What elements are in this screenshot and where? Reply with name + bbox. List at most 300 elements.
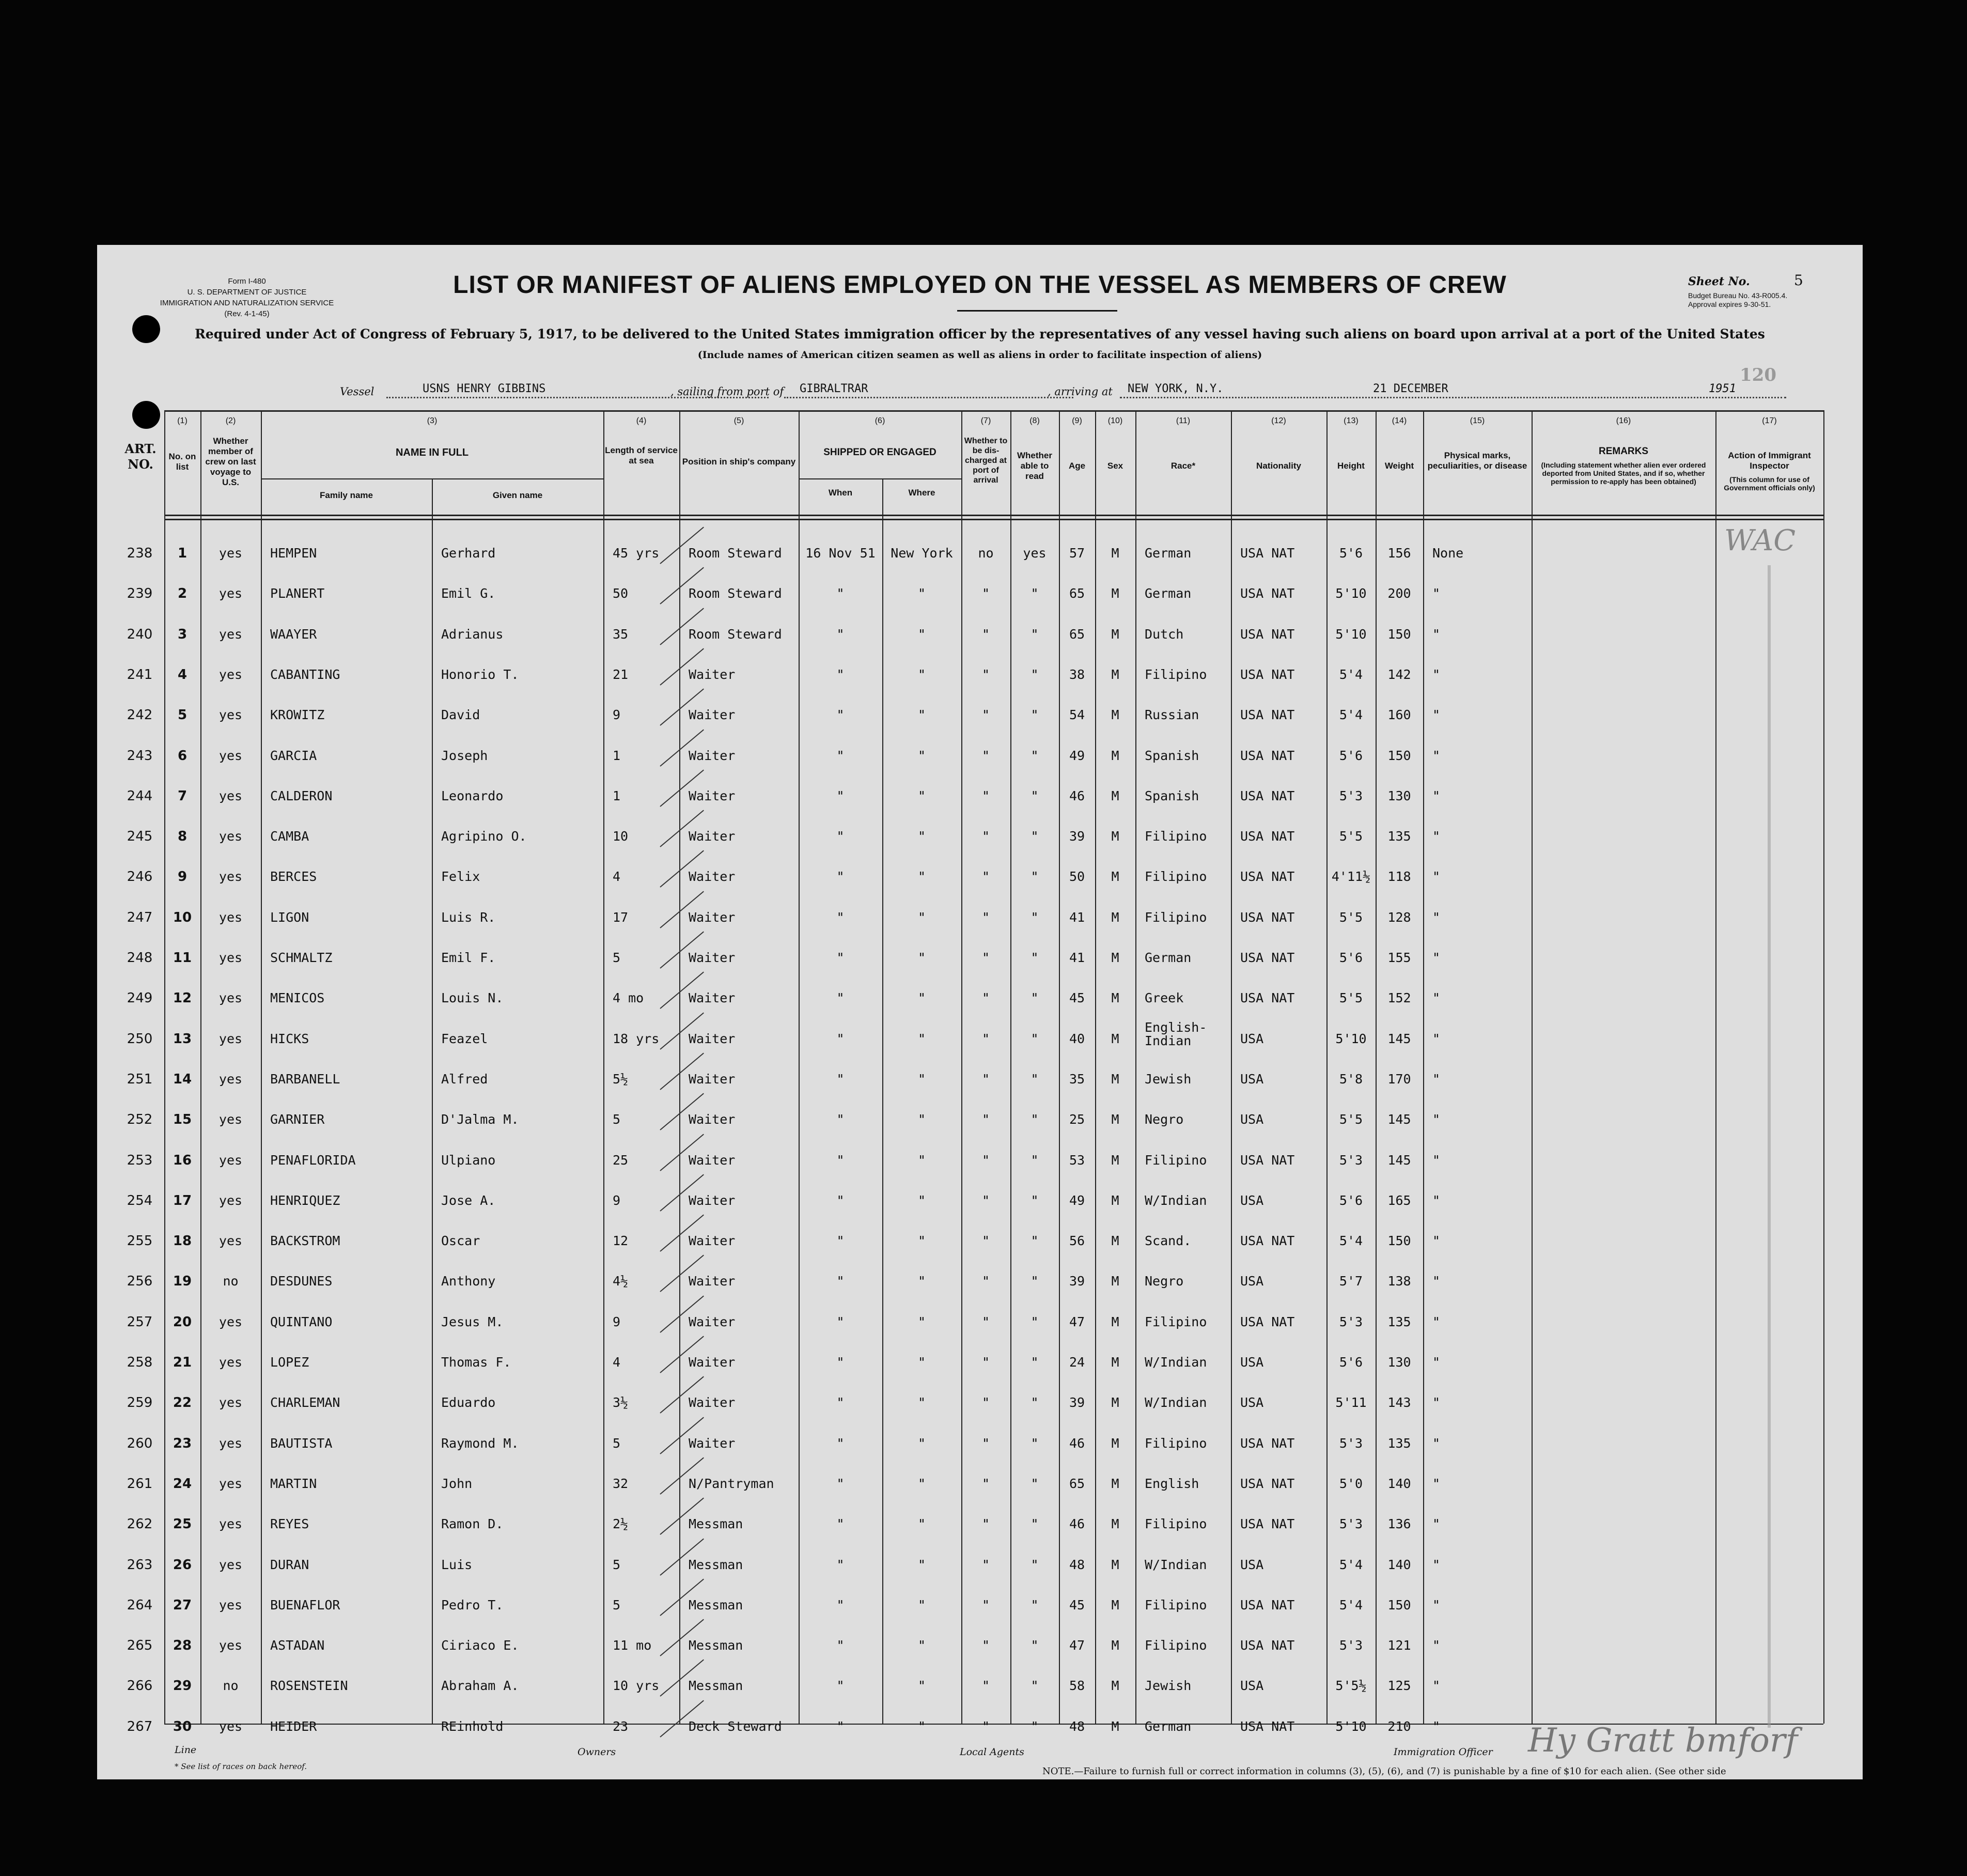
- height: 4'11½: [1331, 869, 1371, 885]
- physical-marks: ": [1432, 1314, 1441, 1329]
- race: Negro: [1145, 1112, 1184, 1127]
- physical-marks: ": [1432, 1476, 1441, 1491]
- ship-position: Waiter: [689, 748, 736, 763]
- table-row: [97, 1624, 1863, 1665]
- age: 40: [1069, 1031, 1085, 1046]
- physical-marks: ": [1432, 1678, 1441, 1694]
- race: W/Indian: [1145, 1395, 1207, 1410]
- art-number: 249: [127, 990, 153, 1006]
- column-header: SHIPPED OR ENGAGED: [823, 447, 936, 458]
- column-header: Sex: [1107, 461, 1123, 471]
- age: 56: [1069, 1233, 1085, 1249]
- shipped-when: ": [836, 1112, 845, 1127]
- race: German: [1145, 586, 1192, 601]
- service-length: 2½: [613, 1516, 629, 1532]
- table-row: [97, 815, 1863, 856]
- ship-position: Room Steward: [689, 586, 782, 601]
- footer-note: NOTE.—Failure to furnish full or correct information in columns (3), (5), (6), and (7) is punishable by a fine of $10 for each alien. (See other side: [1042, 1766, 1726, 1777]
- art-number: 254: [127, 1192, 153, 1208]
- ship-position: Waiter: [689, 1355, 736, 1370]
- vessel-label: Vessel: [340, 385, 374, 398]
- nationality: USA NAT: [1240, 950, 1295, 965]
- given-name: Ulpiano: [441, 1152, 496, 1168]
- family-name: MENICOS: [270, 990, 325, 1006]
- age: 50: [1069, 869, 1085, 885]
- ship-position: Room Steward: [689, 546, 782, 561]
- arrival-port: NEW YORK, N.Y.: [1128, 382, 1224, 395]
- nationality: USA NAT: [1240, 1476, 1295, 1491]
- weight: 150: [1387, 1597, 1411, 1613]
- height: 5'4: [1339, 1233, 1363, 1249]
- shipped-where: ": [917, 1638, 926, 1653]
- given-name: Feazel: [441, 1031, 488, 1046]
- sex: M: [1111, 1718, 1119, 1734]
- service-length: 5: [613, 1597, 621, 1613]
- crew-member-flag: no: [223, 1678, 239, 1694]
- age: 65: [1069, 586, 1085, 601]
- discharge-flag: ": [981, 1233, 990, 1249]
- table-rule: [164, 410, 1823, 412]
- race: Jewish: [1145, 1071, 1192, 1087]
- discharge-flag: ": [981, 1516, 990, 1532]
- race: English: [1145, 1476, 1199, 1491]
- able-to-read: ": [1031, 1395, 1039, 1410]
- given-name: Joseph: [441, 748, 488, 763]
- discharge-flag: ": [981, 666, 990, 682]
- discharge-flag: ": [981, 1031, 990, 1046]
- service-length: 25: [613, 1152, 629, 1168]
- sex: M: [1111, 546, 1119, 561]
- service-length: 4: [613, 869, 621, 885]
- budget-info: [1688, 291, 1853, 309]
- age: 49: [1069, 1192, 1085, 1208]
- family-name: GARCIA: [270, 748, 317, 763]
- shipped-where: ": [917, 1355, 926, 1370]
- service-length: 3½: [613, 1395, 629, 1410]
- given-name: Luis R.: [441, 909, 496, 925]
- arriving-label: , arriving at: [1048, 385, 1113, 398]
- shipped-where: ": [917, 626, 926, 642]
- height: 5'10: [1335, 1031, 1367, 1046]
- family-name: BARBANELL: [270, 1071, 340, 1087]
- family-name: QUINTANO: [270, 1314, 333, 1329]
- weight: 136: [1387, 1516, 1411, 1532]
- ship-position: Waiter: [689, 869, 736, 885]
- age: 46: [1069, 1435, 1085, 1451]
- shipped-where: ": [917, 1718, 926, 1734]
- family-name: WAAYER: [270, 626, 317, 642]
- physical-marks: ": [1432, 748, 1441, 763]
- column-number: (13): [1344, 416, 1359, 425]
- shipped-when: ": [836, 1638, 845, 1653]
- sheet-label: Sheet No.: [1688, 275, 1750, 288]
- art-number: 266: [127, 1678, 153, 1694]
- ship-position: Messman: [689, 1557, 743, 1572]
- art-number: 256: [127, 1274, 153, 1290]
- crew-member-flag: yes: [218, 1597, 243, 1613]
- list-number: 17: [173, 1192, 192, 1208]
- shipped-when: ": [836, 748, 845, 763]
- weight: 152: [1387, 990, 1411, 1006]
- sex: M: [1111, 626, 1119, 642]
- ship-position: Waiter: [689, 1112, 736, 1127]
- ship-position: Messman: [689, 1678, 743, 1694]
- shipped-when: ": [836, 1718, 845, 1734]
- height: 5'5: [1339, 1112, 1363, 1127]
- shipped-where: ": [917, 707, 926, 723]
- discharge-flag: ": [981, 1112, 990, 1127]
- art-number: 240: [127, 626, 153, 642]
- crew-member-flag: yes: [218, 1516, 243, 1532]
- height: 5'5: [1339, 990, 1363, 1006]
- table-row: [97, 694, 1863, 734]
- shipped-when: ": [836, 1678, 845, 1694]
- able-to-read: ": [1031, 990, 1039, 1006]
- able-to-read: ": [1031, 1516, 1039, 1532]
- table-row: [97, 613, 1863, 654]
- weight: 140: [1387, 1557, 1411, 1572]
- able-to-read: ": [1031, 950, 1039, 965]
- crew-member-flag: yes: [218, 626, 243, 642]
- height: 5'10: [1335, 626, 1367, 642]
- art-number: 267: [127, 1718, 153, 1734]
- list-number: 21: [173, 1355, 192, 1370]
- able-to-read: ": [1031, 1233, 1039, 1249]
- art-number: 250: [127, 1031, 153, 1047]
- ship-position: Waiter: [689, 1233, 736, 1249]
- given-name: Ciriaco E.: [441, 1638, 519, 1653]
- art-number: 259: [127, 1395, 153, 1411]
- nationality: USA NAT: [1240, 626, 1295, 642]
- ship-position: Room Steward: [689, 626, 782, 642]
- nationality: USA NAT: [1240, 869, 1295, 885]
- weight: 130: [1387, 788, 1411, 803]
- shipped-where: ": [917, 1152, 926, 1168]
- nationality: USA NAT: [1240, 829, 1295, 844]
- weight: 135: [1387, 1435, 1411, 1451]
- family-name: LIGON: [270, 909, 309, 925]
- sex: M: [1111, 829, 1119, 844]
- discharge-flag: ": [981, 1597, 990, 1613]
- table-row: [97, 1544, 1863, 1584]
- able-to-read: ": [1031, 1476, 1039, 1491]
- art-number: 264: [127, 1597, 153, 1613]
- weight: 170: [1387, 1071, 1411, 1087]
- sex: M: [1111, 990, 1119, 1006]
- table-row: [97, 775, 1863, 815]
- weight: 118: [1387, 869, 1411, 885]
- table-row: [97, 1018, 1863, 1058]
- dotted-line: [1120, 397, 1786, 398]
- service-length: 32: [613, 1476, 629, 1491]
- nationality: USA: [1240, 1071, 1264, 1087]
- shipped-when: ": [836, 788, 845, 803]
- age: 46: [1069, 788, 1085, 803]
- shipped-where: ": [917, 1192, 926, 1208]
- able-to-read: ": [1031, 909, 1039, 925]
- column-header: (Including statement whether alien ever ordered deported from United States, and if so, whether permission to re-apply has been obtained): [1541, 461, 1706, 486]
- shipped-where: ": [917, 666, 926, 682]
- shipped-when: ": [836, 626, 845, 642]
- art-number: 257: [127, 1314, 153, 1330]
- able-to-read: ": [1031, 1071, 1039, 1087]
- weight: 156: [1387, 546, 1411, 561]
- crew-member-flag: yes: [218, 1435, 243, 1451]
- age: 45: [1069, 990, 1085, 1006]
- able-to-read: ": [1031, 1112, 1039, 1127]
- service-length: 23: [613, 1718, 629, 1734]
- family-name: MARTIN: [270, 1476, 317, 1491]
- given-name: Agripino O.: [441, 829, 527, 844]
- race: German: [1145, 546, 1192, 561]
- ship-position: Waiter: [689, 1435, 736, 1451]
- discharge-flag: ": [981, 1435, 990, 1451]
- physical-marks: ": [1432, 666, 1441, 682]
- shipped-where: ": [917, 869, 926, 885]
- inspector-mark: WAC: [1724, 524, 1796, 557]
- discharge-flag: ": [981, 990, 990, 1006]
- list-number: 5: [177, 707, 188, 723]
- footer-agents-label: Local Agents: [960, 1746, 1024, 1758]
- ship-position: Waiter: [689, 788, 736, 803]
- physical-marks: ": [1432, 909, 1441, 925]
- sex: M: [1111, 1274, 1119, 1289]
- table-row: [97, 1463, 1863, 1503]
- family-name: CABANTING: [270, 666, 340, 682]
- weight: 145: [1387, 1112, 1411, 1127]
- column-header: Height: [1337, 461, 1365, 471]
- physical-marks: ": [1432, 626, 1441, 642]
- list-number: 19: [173, 1274, 192, 1290]
- crew-member-flag: yes: [218, 1071, 243, 1087]
- service-length: 18 yrs: [613, 1031, 660, 1046]
- list-number: 26: [173, 1557, 192, 1573]
- shipped-when: ": [836, 950, 845, 965]
- given-name: Raymond M.: [441, 1435, 519, 1451]
- ship-position: Waiter: [689, 990, 736, 1006]
- given-name: Alfred: [441, 1071, 488, 1087]
- column-header: Whether member of crew on last voyage to U.S.: [205, 436, 256, 487]
- nationality: USA NAT: [1240, 707, 1295, 723]
- art-number: 263: [127, 1557, 153, 1573]
- ship-position: Waiter: [689, 1314, 736, 1329]
- art-number: 248: [127, 950, 153, 966]
- nationality: USA NAT: [1240, 1152, 1295, 1168]
- height: 5'4: [1339, 707, 1363, 723]
- form-id: Form I-480: [228, 277, 266, 286]
- physical-marks: ": [1432, 1355, 1441, 1370]
- sex: M: [1111, 586, 1119, 601]
- height: 5'3: [1339, 1516, 1363, 1532]
- physical-marks: ": [1432, 1516, 1441, 1532]
- crew-member-flag: yes: [218, 950, 243, 965]
- sex: M: [1111, 1112, 1119, 1127]
- height: 5'6: [1339, 950, 1363, 965]
- weight: 121: [1387, 1638, 1411, 1653]
- column-header: Whether to be dis-charged at port of arrival: [964, 437, 1008, 485]
- given-name: Jesus M.: [441, 1314, 504, 1329]
- service-length: 1: [613, 748, 621, 763]
- discharge-flag: ": [981, 829, 990, 844]
- nationality: USA: [1240, 1274, 1264, 1289]
- departure-port: GIBRALTRAR: [800, 382, 868, 395]
- column-number: (4): [636, 416, 647, 425]
- manifest-sheet: [97, 245, 1863, 1779]
- family-name: LOPEZ: [270, 1355, 309, 1370]
- sex: M: [1111, 1435, 1119, 1451]
- given-name: Felix: [441, 869, 480, 885]
- nationality: USA NAT: [1240, 586, 1295, 601]
- family-name: CHARLEMAN: [270, 1395, 340, 1410]
- sex: M: [1111, 1233, 1119, 1249]
- shipped-when: ": [836, 586, 845, 601]
- art-number: 265: [127, 1638, 153, 1654]
- column-header: Action of Immigrant Inspector: [1728, 451, 1811, 471]
- age: 38: [1069, 666, 1085, 682]
- crew-member-flag: yes: [218, 1355, 243, 1370]
- family-name: REYES: [270, 1516, 309, 1532]
- art-number: 246: [127, 869, 153, 885]
- physical-marks: ": [1432, 869, 1441, 885]
- shipped-when: ": [836, 666, 845, 682]
- crew-member-flag: yes: [218, 1314, 243, 1329]
- age: 45: [1069, 1597, 1085, 1613]
- sex: M: [1111, 1314, 1119, 1329]
- officer-signature: Hy Gratt bmforf: [1528, 1722, 1798, 1760]
- table-row: [97, 654, 1863, 694]
- page-subtitle: Required under Act of Congress of February 5, 1917, to be delivered to the United States immigration officer by the representatives of any vessel having such aliens on board upon arrival at a port of the United States: [195, 327, 1765, 342]
- able-to-read: ": [1031, 788, 1039, 803]
- physical-marks: ": [1432, 990, 1441, 1006]
- shipped-when: ": [836, 1476, 845, 1491]
- family-name: PLANERT: [270, 586, 325, 601]
- table-row: [97, 977, 1863, 1017]
- height: 5'7: [1339, 1274, 1363, 1289]
- race: Filipino: [1145, 1516, 1207, 1532]
- discharge-flag: ": [981, 869, 990, 885]
- table-row: [97, 1422, 1863, 1463]
- service-length: 9: [613, 1192, 621, 1208]
- height: 5'11: [1335, 1395, 1367, 1410]
- service-length: 1: [613, 788, 621, 803]
- column-number: (9): [1072, 416, 1082, 425]
- arrival-year: 1951: [1709, 382, 1736, 395]
- given-name: Louis N.: [441, 990, 504, 1006]
- race: German: [1145, 950, 1192, 965]
- budget-number: Budget Bureau No. 43-R005.4.: [1688, 291, 1788, 300]
- given-name: Honorio T.: [441, 666, 519, 682]
- column-number: (1): [177, 416, 188, 425]
- ship-position: Waiter: [689, 1152, 736, 1168]
- sheet-number: 5: [1794, 272, 1803, 289]
- dotted-line: [784, 397, 1073, 398]
- nationality: USA NAT: [1240, 1516, 1295, 1532]
- shipped-where: ": [917, 586, 926, 601]
- service-length: 5: [613, 950, 621, 965]
- crew-member-flag: yes: [218, 707, 243, 723]
- family-name: BERCES: [270, 869, 317, 885]
- able-to-read: ": [1031, 1192, 1039, 1208]
- shipped-where: ": [917, 788, 926, 803]
- nationality: USA: [1240, 1031, 1264, 1046]
- art-number: 260: [127, 1435, 153, 1451]
- age: 39: [1069, 1274, 1085, 1289]
- ship-position: Deck Steward: [689, 1718, 782, 1734]
- shipped-where: ": [917, 1557, 926, 1572]
- discharge-flag: ": [981, 1071, 990, 1087]
- art-number: 243: [127, 748, 153, 764]
- column-number: (10): [1107, 416, 1123, 425]
- service-length: 9: [613, 1314, 621, 1329]
- weight: 125: [1387, 1678, 1411, 1694]
- crew-member-flag: yes: [218, 546, 243, 561]
- age: 46: [1069, 1516, 1085, 1532]
- height: 5'6: [1339, 1192, 1363, 1208]
- crew-member-flag: yes: [218, 1233, 243, 1249]
- weight: 130: [1387, 1355, 1411, 1370]
- column-number: (14): [1392, 416, 1407, 425]
- shipped-where: ": [917, 1435, 926, 1451]
- family-name: PENAFLORIDA: [270, 1152, 356, 1168]
- nationality: USA NAT: [1240, 748, 1295, 763]
- able-to-read: ": [1031, 1314, 1039, 1329]
- able-to-read: ": [1031, 1031, 1039, 1046]
- nationality: USA: [1240, 1678, 1264, 1694]
- shipped-where: ": [917, 748, 926, 763]
- ship-position: Waiter: [689, 950, 736, 965]
- shipped-where: ": [917, 1031, 926, 1046]
- table-row: [97, 856, 1863, 896]
- race: Filipino: [1145, 869, 1207, 885]
- table-row: [97, 1382, 1863, 1422]
- sex: M: [1111, 1152, 1119, 1168]
- physical-marks: ": [1432, 829, 1441, 844]
- column-number: (16): [1616, 416, 1631, 425]
- race: W/Indian: [1145, 1192, 1207, 1208]
- family-name: ROSENSTEIN: [270, 1678, 348, 1694]
- height: 5'0: [1339, 1476, 1363, 1491]
- physical-marks: ": [1432, 1274, 1441, 1289]
- ship-position: Waiter: [689, 1031, 736, 1046]
- physical-marks: ": [1432, 707, 1441, 723]
- discharge-flag: ": [981, 1152, 990, 1168]
- ship-position: Waiter: [689, 909, 736, 925]
- given-name: Oscar: [441, 1233, 480, 1249]
- age: 65: [1069, 626, 1085, 642]
- list-number: 12: [173, 990, 192, 1006]
- ship-position: Waiter: [689, 829, 736, 844]
- family-name: CALDERON: [270, 788, 333, 803]
- art-number: 262: [127, 1516, 153, 1532]
- weight: 142: [1387, 666, 1411, 682]
- given-name: Luis: [441, 1557, 473, 1572]
- table-row: [97, 1503, 1863, 1543]
- race: Spanish: [1145, 788, 1199, 803]
- race: Filipino: [1145, 666, 1207, 682]
- discharge-flag: ": [981, 626, 990, 642]
- sex: M: [1111, 707, 1119, 723]
- age: 53: [1069, 1152, 1085, 1168]
- table-row: [97, 1180, 1863, 1220]
- given-name: David: [441, 707, 480, 723]
- list-number: 25: [173, 1516, 192, 1532]
- art-number: 255: [127, 1233, 153, 1249]
- age: 54: [1069, 707, 1085, 723]
- physical-marks: ": [1432, 950, 1441, 965]
- weight: 138: [1387, 1274, 1411, 1289]
- art-number: 252: [127, 1112, 153, 1128]
- race: Russian: [1145, 707, 1199, 723]
